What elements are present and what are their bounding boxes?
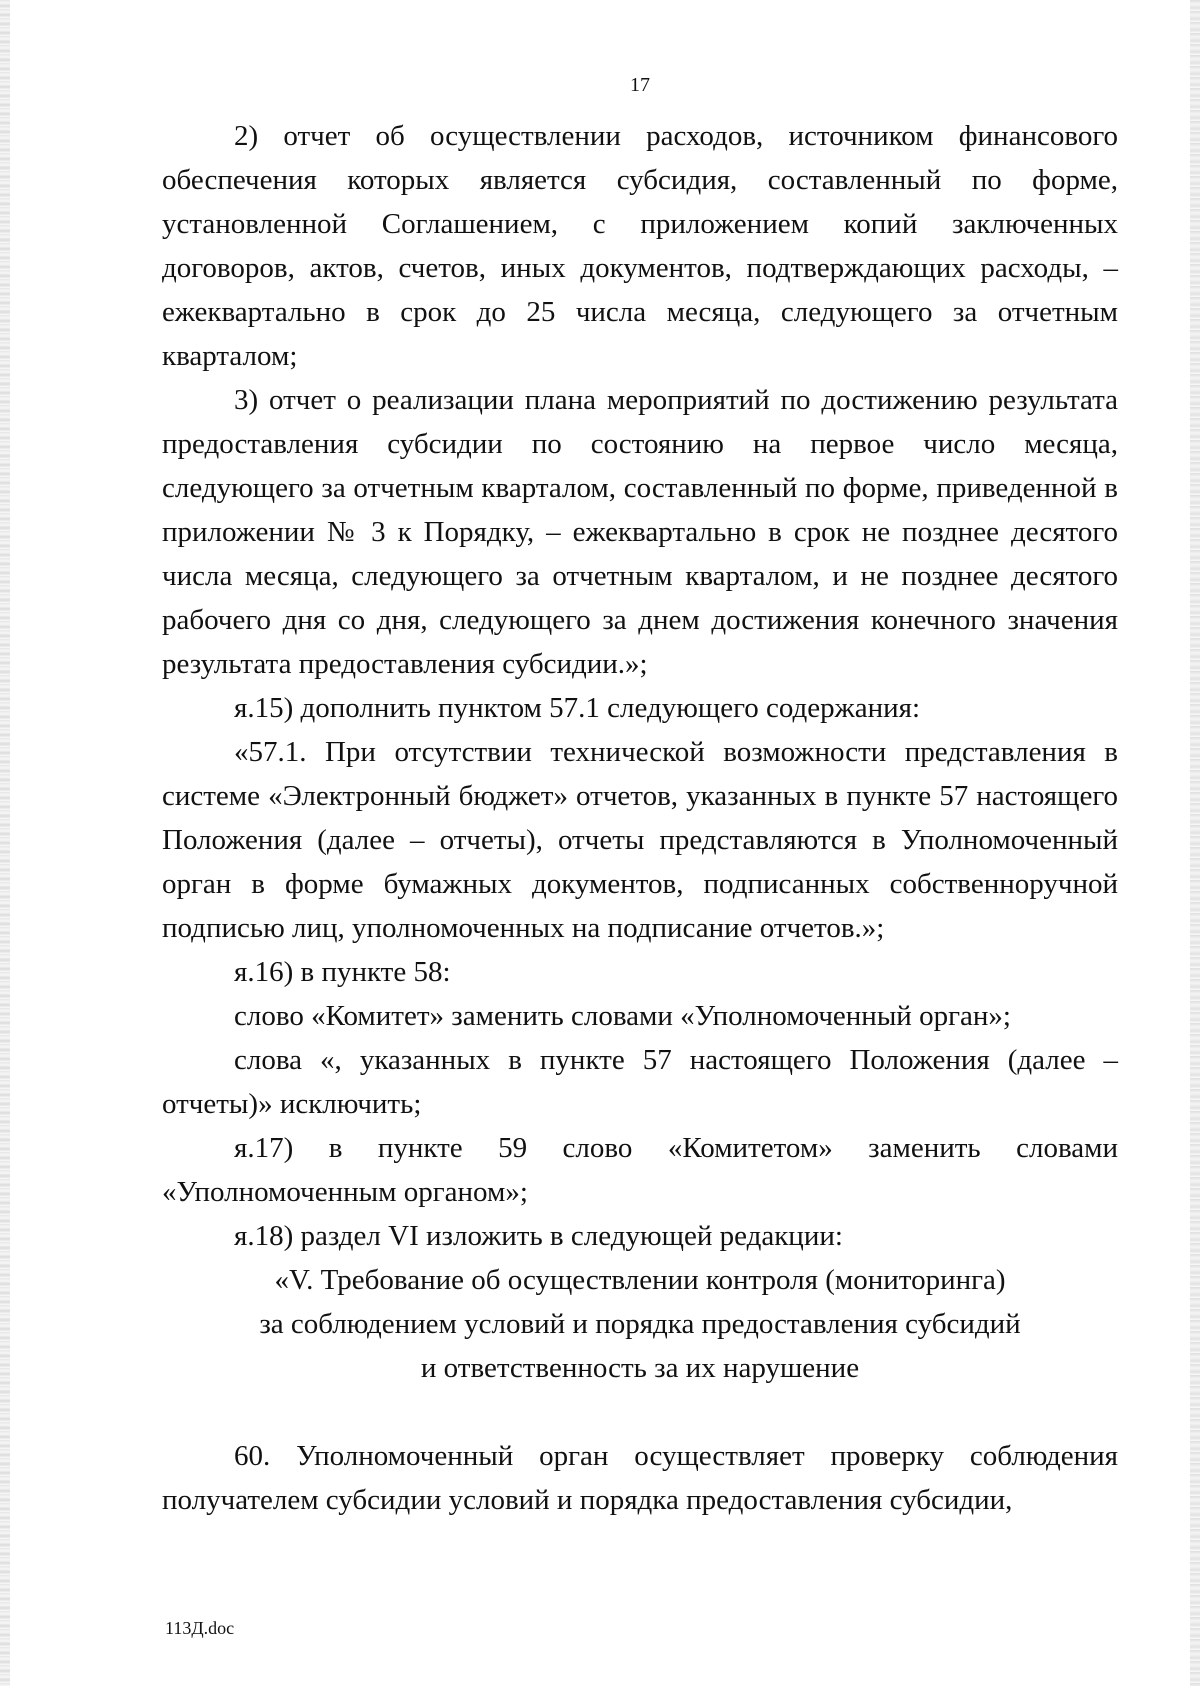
scan-left-edge <box>0 0 10 1686</box>
paragraph-amendment-17: я.17) в пункте 59 слово «Комитетом» заменить словами «Уполномоченным органом»; <box>162 1132 1118 1208</box>
page-number: 17 <box>630 74 650 96</box>
paragraph-replace-committee: слово «Комитет» заменить словами «Уполномоченный орган»; <box>234 1000 1011 1032</box>
section-spacer <box>162 1390 1118 1434</box>
paragraph-item-3-report: 3) отчет о реализации плана мероприятий по достижению результата предоставления субсидии по состоянию на первое число месяца, следующего за отчетным кварталом, составленный по форме, приведенной в приложении № 3 к Порядку, – ежеквартально в срок не позднее десятого числа месяца, следующего за отчетным кварталом, и не позднее десятого рабочего дня со дня, следующего за днем достижения конечного значения результата предоставления субсидии.»; <box>162 384 1118 680</box>
section-heading-line-3: и ответственность за их нарушение <box>420 1352 860 1384</box>
paragraph-amendment-18: я.18) раздел VI изложить в следующей редакции: <box>234 1220 843 1252</box>
paragraph-item-2-report: 2) отчет об осуществлении расходов, источником финансового обеспечения которых является субсидия, составленный по форме, установленной Соглашением, с приложением копий заключенных договоров, актов, счетов, иных документов, подтверждающих расходы, – ежеквартально в срок до 25 числа месяца, следующего за отчетным кварталом; <box>162 120 1118 372</box>
paragraph-point-60: 60. Уполномоченный орган осуществляет проверку соблюдения получателем субсидии условий и порядка предоставления субсидии, <box>162 1440 1118 1516</box>
section-heading-line-1: «V. Требование об осуществлении контроля (мониторинга) <box>274 1264 1006 1296</box>
document-body <box>162 114 1118 1522</box>
footer-filename: 113Д.doc <box>165 1618 235 1638</box>
scan-right-edge <box>1190 0 1200 1686</box>
paragraph-point-57-1: «57.1. При отсутствии технической возможности представления в системе «Электронный бюджет» отчетов, указанных в пункте 57 настоящего Положения (далее – отчеты), отчеты представляются в Уполномоченный орган в форме бумажных документов, подписанных собственноручной подписью лиц, уполномоченных на подписание отчетов.»; <box>162 736 1118 944</box>
paragraph-amendment-15: я.15) дополнить пунктом 57.1 следующего содержания: <box>234 692 921 724</box>
paragraph-amendment-16: я.16) в пункте 58: <box>234 956 451 988</box>
section-heading-line-2: за соблюдением условий и порядка предоставления субсидий <box>259 1308 1021 1340</box>
paragraph-exclude-words: слова «, указанных в пункте 57 настоящего Положения (далее – отчеты)» исключить; <box>162 1044 1118 1120</box>
